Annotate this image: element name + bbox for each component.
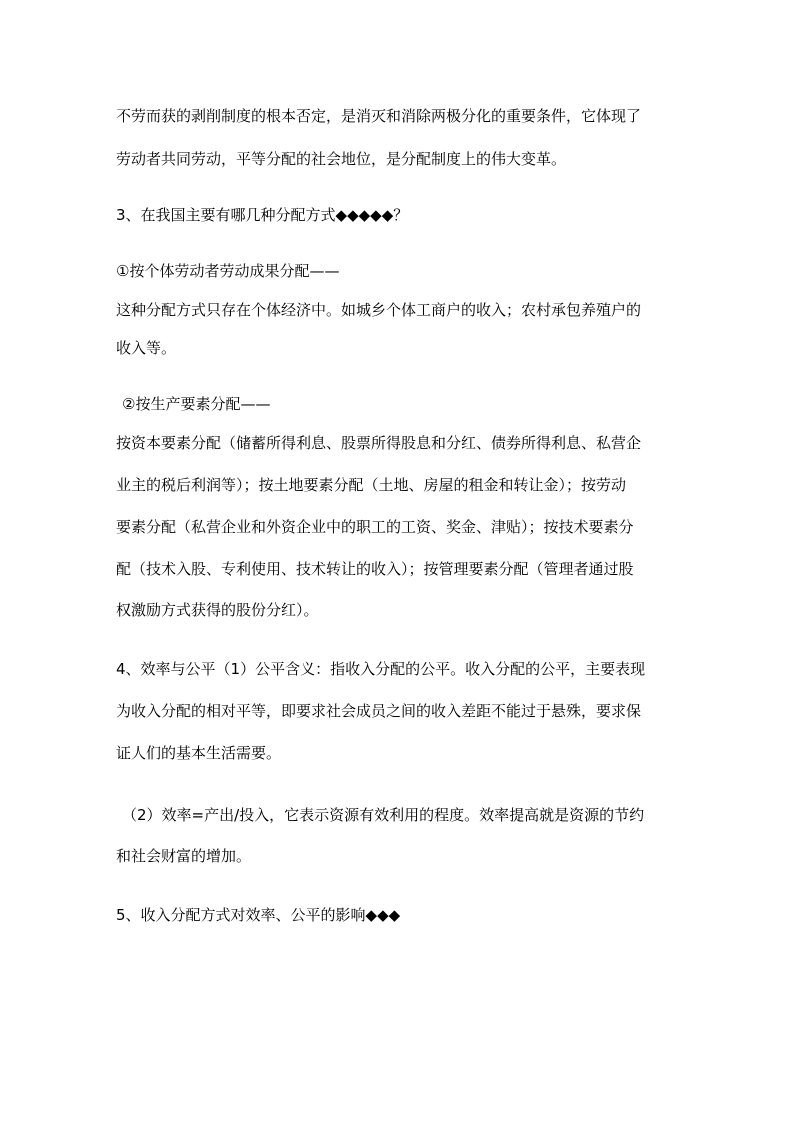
item-2-body-line-1: 按资本要素分配（储蓄所得利息、股票所得股息和分红、债券所得利息、私营企 bbox=[116, 434, 642, 452]
paragraph-1-line-2: 劳动者共同劳动，平等分配的社会地位，是分配制度上的伟大变革。 bbox=[116, 150, 567, 168]
item-1-body-line-2: 收入等。 bbox=[116, 339, 177, 357]
efficiency-line-1: （2）效率=产出/投入，它表示资源有效利用的程度。效率提高就是资源的节约 bbox=[122, 806, 645, 824]
item-2-body-line-4: 配（技术入股、专利使用、技术转让的收入）；按管理要素分配（管理者通过股 bbox=[116, 560, 634, 578]
item-1-body-line-1: 这种分配方式只存在个体经济中。如城乡个体工商户的收入；农村承包养殖户的 bbox=[116, 301, 642, 319]
item-1-heading: ①按个体劳动者劳动成果分配—— bbox=[116, 262, 340, 280]
item-2-heading: ②按生产要素分配—— bbox=[122, 395, 271, 413]
item-2-body-line-2: 业主的税后利润等）；按土地要素分配（土地、房屋的租金和转让金）；按劳动 bbox=[116, 476, 627, 494]
question-3-heading: 3、在我国主要有哪几种分配方式◆◆◆◆◆？ bbox=[116, 206, 409, 224]
item-2-body-line-5: 权激励方式获得的股份分红）。 bbox=[116, 601, 319, 619]
item-2-body-line-3: 要素分配（私营企业和外资企业中的职工的工资、奖金、津贴）；按技术要素分 bbox=[116, 518, 634, 536]
efficiency-line-2: 和社会财富的增加。 bbox=[116, 847, 252, 865]
paragraph-1-line-1: 不劳而获的剥削制度的根本否定，是消灭和消除两极分化的重要条件，它体现了 bbox=[116, 107, 642, 125]
question-4-line-3: 证人们的基本生活需要。 bbox=[116, 744, 282, 762]
question-4-line-1: 4、效率与公平（1）公平含义：指收入分配的公平。收入分配的公平，主要表现 bbox=[116, 660, 646, 678]
question-4-line-2: 为收入分配的相对平等，即要求社会成员之间的收入差距不能过于悬殊，要求保 bbox=[116, 702, 642, 720]
question-5-heading: 5、收入分配方式对效率、公平的影响◆◆◆ bbox=[116, 906, 401, 924]
